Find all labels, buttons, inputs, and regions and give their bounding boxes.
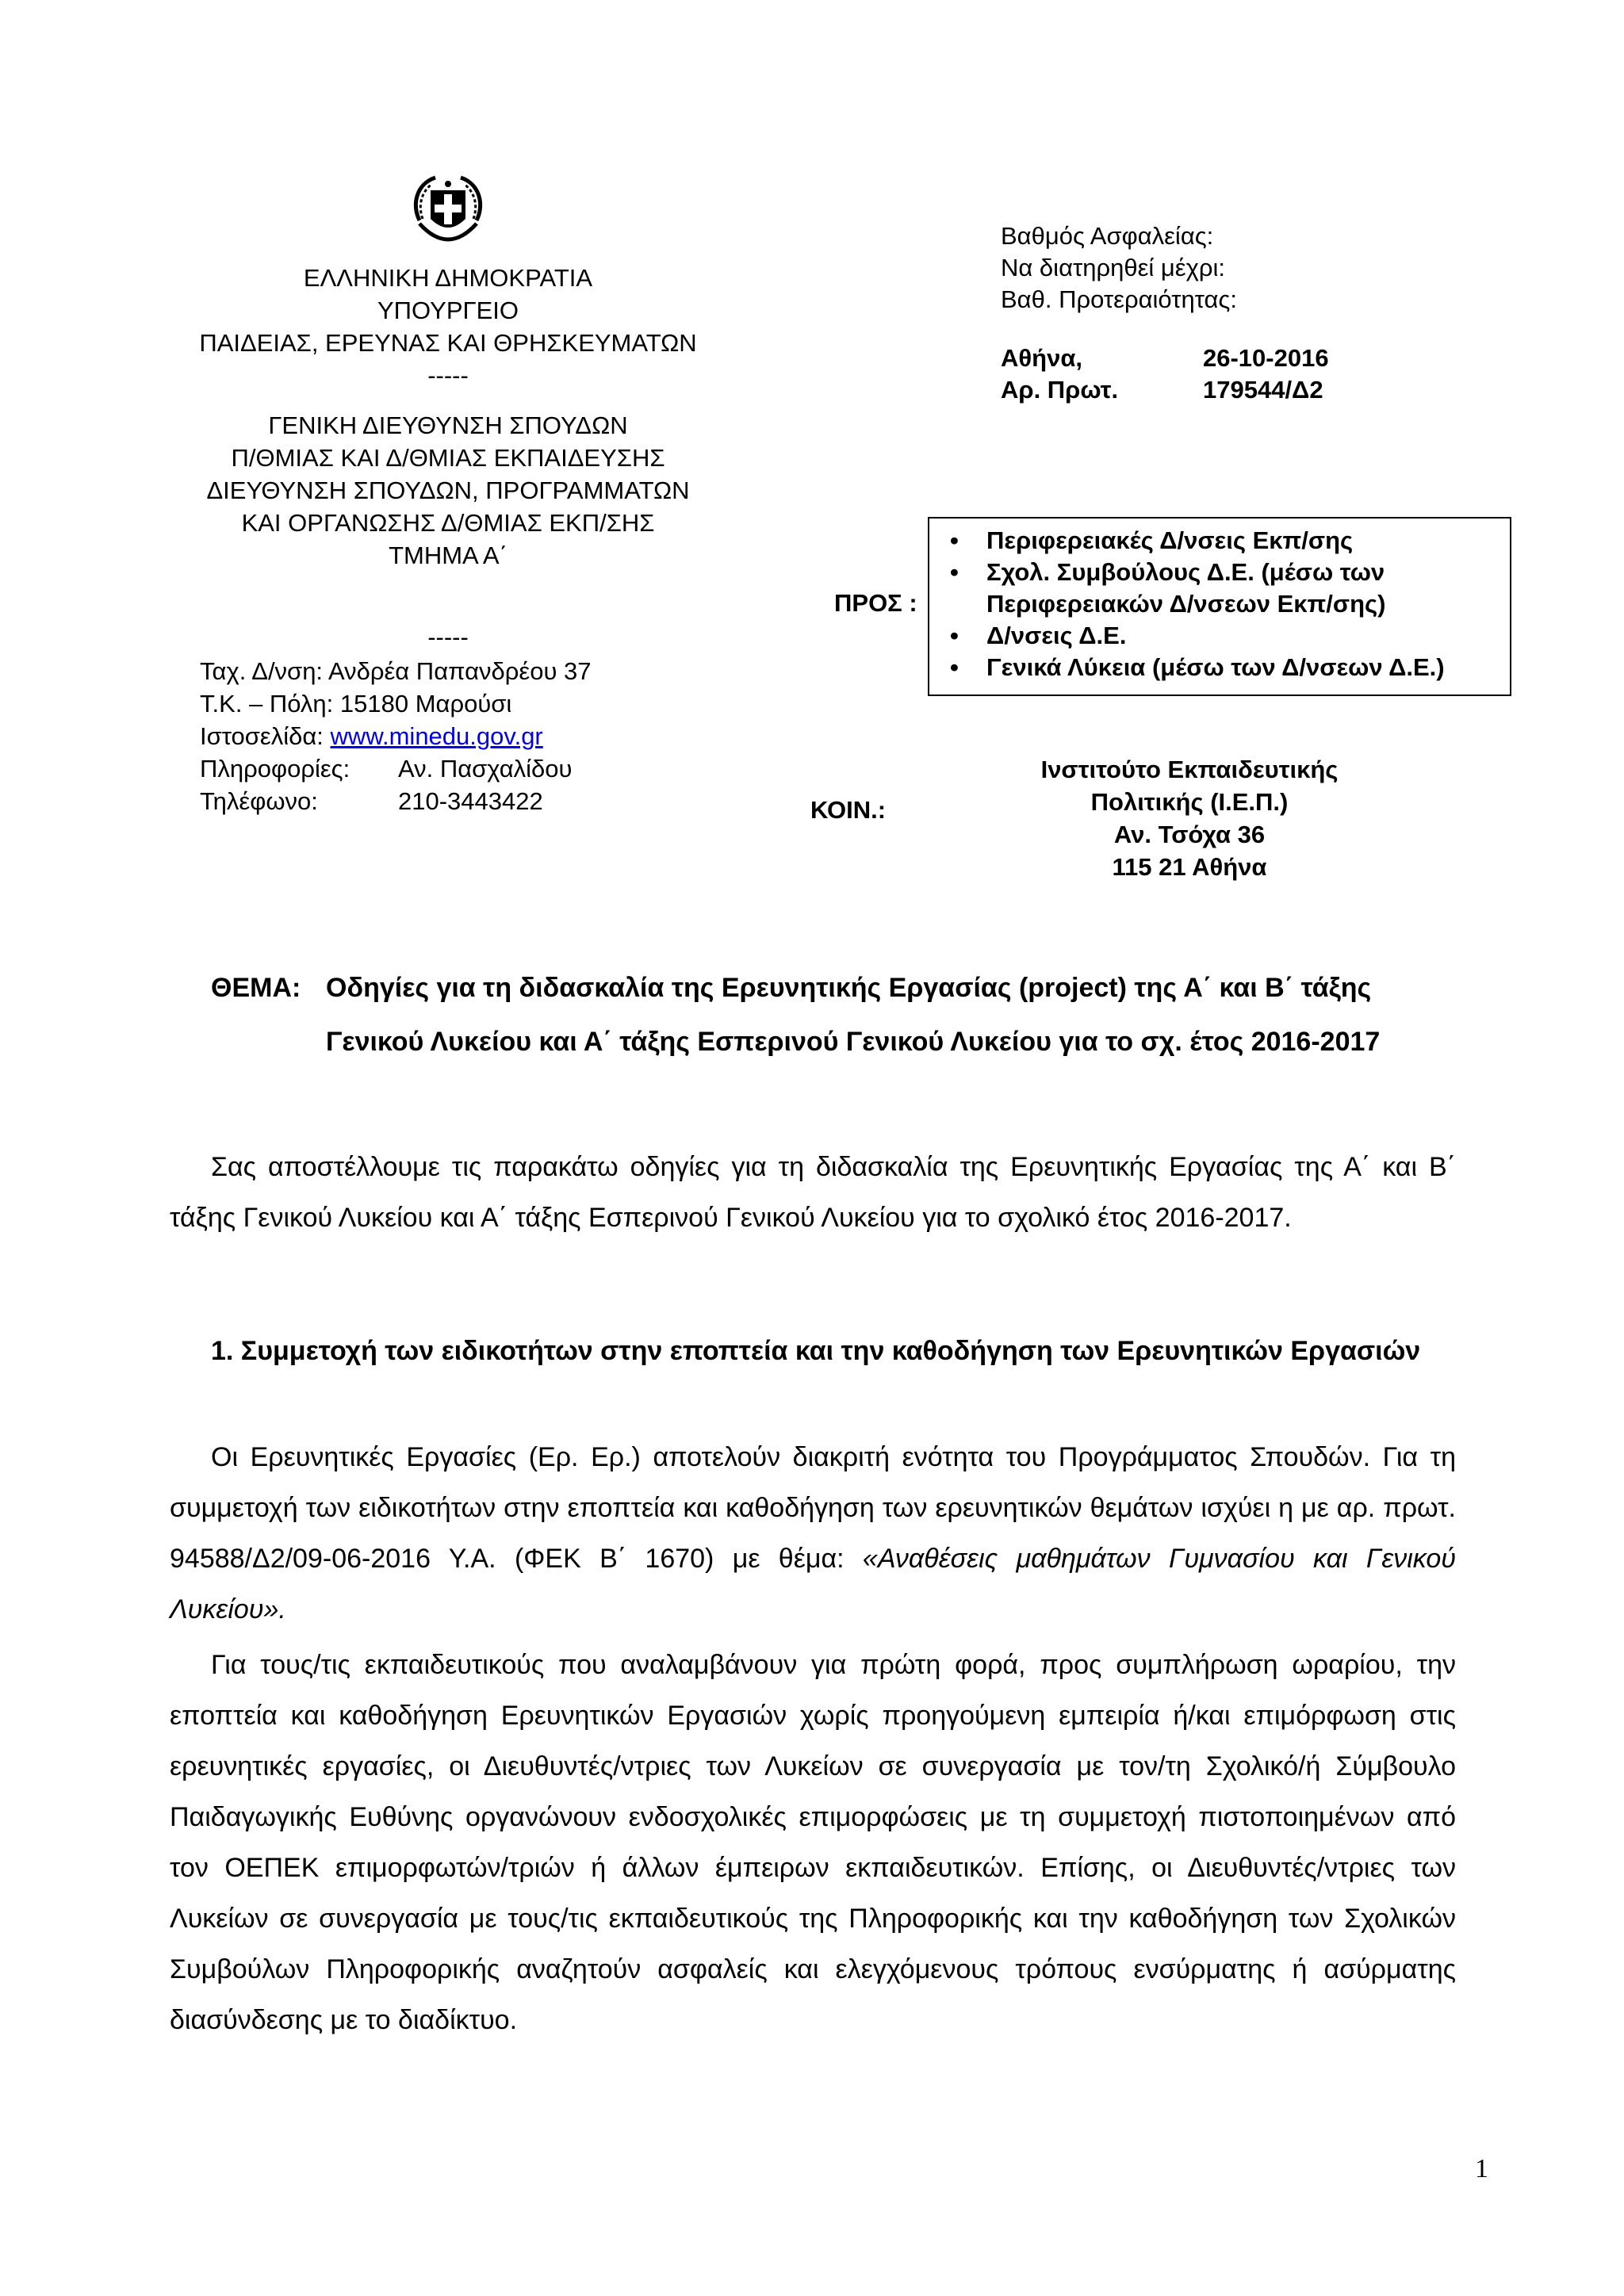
recipient-item: • Γενικά Λύκεια (μέσω των Δ/νσεων Δ.Ε.)	[940, 652, 1499, 683]
website-link[interactable]: www.minedu.gov.gr	[330, 722, 543, 750]
cc-line: Πολιτικής (Ι.Ε.Π.)	[1090, 788, 1289, 816]
italic-quote: «Αναθέσεις μαθημάτων Γυμνασίου και Γενικού Λυκείου».	[170, 1544, 1456, 1624]
dept-line: ΓΕΝΙΚΗ ΔΙΕΥΘΥΝΣΗ ΣΠΟΥΔΩΝ	[268, 411, 628, 439]
issuer-header	[159, 262, 737, 653]
info-label: Πληροφορίες:	[200, 755, 350, 783]
phone-value: 210-3443422	[398, 787, 543, 815]
header-line: ΕΛΛΗΝΙΚΗ ΔΗΜΟΚΡΑΤΙΑ	[303, 264, 593, 292]
protocol-value: 179544/Δ2	[1203, 376, 1323, 404]
phone-label: Τηλέφωνο:	[200, 787, 318, 815]
contact-city: Τ.Κ. – Πόλη: 15180 Μαρούσι	[200, 690, 512, 718]
page-number: 1	[1475, 2154, 1488, 2183]
protocol-label: Αρ. Πρωτ.	[1001, 376, 1119, 404]
dept-line: ΤΜΗΜΑ Α΄	[389, 541, 508, 569]
contact-info-row	[200, 752, 755, 785]
recipients-box	[928, 517, 1511, 696]
recipient-item: • Δ/νσεις Δ.Ε.	[940, 620, 1499, 652]
section-heading: 1. Συμμετοχή των ειδικοτήτων στην εποπτεία και την καθοδήγηση των Ερευνητικών Εργασιών	[211, 1336, 1421, 1366]
dept-line: Π/ΘΜΙΑΣ ΚΑΙ Δ/ΘΜΙΑΣ ΕΚΠΑΙΔΕΥΣΗΣ	[231, 444, 665, 472]
date-value: 26-10-2016	[1203, 344, 1329, 372]
header-line: ΠΑΙΔΕΙΑΣ, ΕΡΕΥΝΑΣ ΚΑΙ ΘΡΗΣΚΕΥΜΑΤΩΝ	[199, 329, 697, 357]
contact-info	[200, 655, 755, 817]
cc-label: ΚΟΙΝ.:	[810, 796, 887, 824]
dept-line: ΚΑΙ ΟΡΓΑΝΩΣΗΣ Δ/ΘΜΙΑΣ ΕΚΠ/ΣΗΣ	[241, 509, 655, 537]
place-label: Αθήνα,	[1001, 344, 1082, 372]
header-separator: -----	[427, 362, 469, 389]
cc-line: Αν. Τσόχα 36	[1113, 821, 1266, 848]
header-separator: -----	[427, 623, 469, 651]
dept-line: ΔΙΕΥΘΥΝΣΗ ΣΠΟΥΔΩΝ, ΠΡΟΓΡΑΜΜΑΤΩΝ	[206, 476, 690, 504]
greek-coat-of-arms-icon	[408, 173, 488, 255]
cc-recipient	[967, 753, 1411, 883]
subject-label: ΘΕΜΑ:	[211, 973, 301, 1003]
contact-website: Ιστοσελίδα: www.minedu.gov.gr	[200, 722, 543, 750]
security-level: Βαθμός Ασφαλείας:	[1001, 222, 1214, 250]
contact-address: Ταχ. Δ/νση: Ανδρέα Παπανδρέου 37	[200, 657, 592, 685]
recipient-item: • Σχολ. Συμβούλους Δ.Ε. (μέσω των Περιφερειακών Δ/νσεων Εκπ/σης)	[940, 557, 1499, 620]
security-block	[1001, 220, 1477, 316]
subject	[211, 961, 1456, 1069]
paragraph: Για τους/τις εκπαιδευτικούς που αναλαμβάνουν για πρώτη φορά, προς συμπλήρωση ωραρίου, την εποπτεία και καθοδήγηση Ερευνητικών Εργασιών χωρίς προηγούμενη εμπειρία ή/και επιμόρφωση στις ερευνητικές εργασίες, οι Διευθυντές/ντριες των Λυκείων σε συνεργασία με τον/τη Σχολικό/ή Σύμβουλο Παιδαγωγικής Ευθύνης οργανώνουν ενδοσχολικές επιμορφώσεις με τη συμμετοχή πιστοποιημένων από τον ΟΕΠΕΚ επιμορφωτών/τριών ή άλλων έμπειρων εκπαιδευτικών. Επίσης, οι Διευθυντές/ντριες των Λυκείων σε συνεργασία με τους/τις εκπαιδευτικούς της Πληροφορικής και την καθοδήγηση των Σχολικών Συμβούλων Πληροφορικής αναζητούν ασφαλείς και ελεγχόμενους τρόπους ενσύρματης ή ασύρματης διασύνδεσης με το διαδίκτυο.	[170, 1650, 1456, 2035]
recipient-item: • Περιφερειακές Δ/νσεις Εκπ/σης	[940, 525, 1499, 557]
paragraph: Οι Ερευνητικές Εργασίες (Ερ. Ερ.) αποτελούν διακριτή ενότητα του Προγράμματος Σπουδών. Για τη συμμετοχή των ειδικοτήτων στην εποπτεία και καθοδήγηση των ερευνητικών θεμάτων ισχύει η με αρ. πρωτ. 94588/Δ2/09-06-2016 Υ.Α. (ΦΕΚ Β΄ 1670) με θέμα: «Αναθέσεις μαθημάτων Γυμνασίου και Γενικού Λυκείου».	[170, 1442, 1456, 1624]
priority: Βαθ. Προτεραιότητας:	[1001, 285, 1237, 313]
date-protocol	[1001, 342, 1477, 406]
contact-phone-row	[200, 785, 755, 817]
recipients-label: ΠΡΟΣ :	[834, 589, 917, 617]
cc-line: 115 21 Αθήνα	[1112, 853, 1267, 881]
info-value: Αν. Πασχαλίδου	[398, 755, 573, 783]
cc-line: Ινστιτούτο Εκπαιδευτικής	[1040, 756, 1339, 783]
intro-paragraph: Σας αποστέλλουμε τις παρακάτω οδηγίες για τη διδασκαλία της Ερευνητικής Εργασίας της Α΄ και Β΄ τάξης Γενικού Λυκείου και Α΄ τάξης Εσπερινού Γενικού Λυκείου για το σχολικό έτος 2016-2017.	[170, 1152, 1456, 1233]
keep-until: Να διατηρηθεί μέχρι:	[1001, 254, 1225, 281]
subject-text: Οδηγίες για τη διδασκαλία της Ερευνητικής Εργασίας (project) της Α΄ και Β΄ τάξης Γενικού Λυκείου και Α΄ τάξης Εσπερινού Γενικού Λυκείου για το σχ. έτος 2016-2017	[326, 973, 1381, 1057]
header-line: ΥΠΟΥΡΓΕΙΟ	[377, 297, 519, 324]
